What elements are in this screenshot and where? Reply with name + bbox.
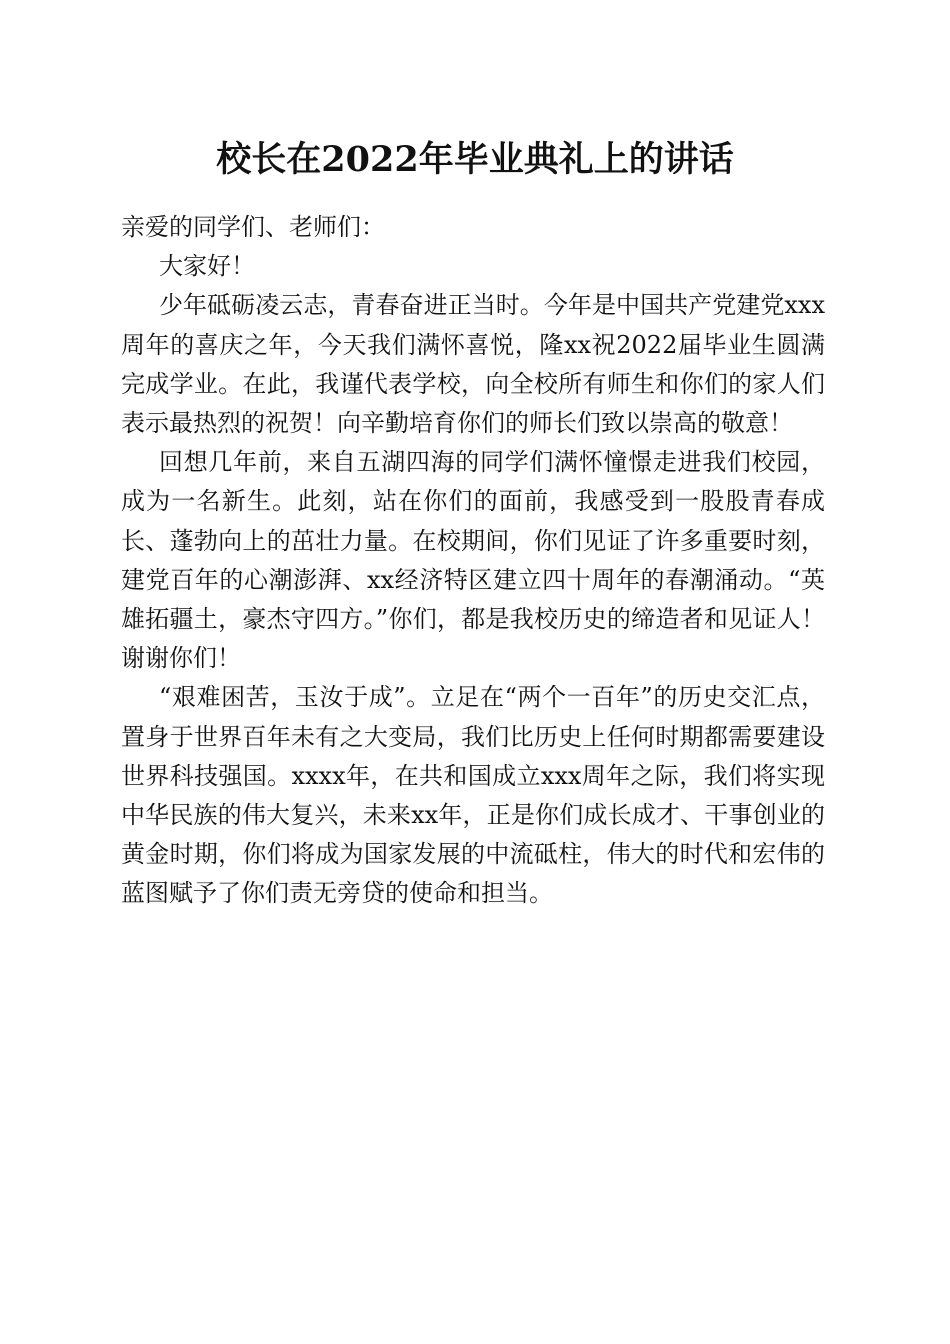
paragraph: “艰难困苦，玉汝于成”。立足在“两个一百年”的历史交汇点，置身于世界百年未有之大变局，我们比历史上任何时期都需要建设世界科技强国。xxxx年，在共和国成立xxx周年之际，我们将实现中华民族的伟大复兴，未来xx年，正是你们成长成才、干事创业的黄金时期，你们将成为国家发展的中流砥柱，伟大的时代和宏伟的蓝图赋予了你们责无旁贷的使命和担当。	[121, 683, 825, 908]
page-title: 校长在2022年毕业典礼上的讲话	[216, 139, 734, 180]
paragraph: 少年砥砺凌云志，青春奋进正当时。今年是中国共产党建党xxx周年的喜庆之年，今天我们满怀喜悦，隆xx祝2022届毕业生圆满完成学业。在此，我谨代表学校，向全校所有师生和你们的家人们表示最热烈的祝贺！向辛勤培育你们的师长们致以崇高的敬意！	[121, 291, 825, 438]
paragraph: 回想几年前，来自五湖四海的同学们满怀憧憬走进我们校园，成为一名新生。此刻，站在你们的面前，我感受到一股股青春成长、蓬勃向上的茁壮力量。在校期间，你们见证了许多重要时刻，建党百年的心潮澎湃、xx经济特区建立四十周年的春潮涌动。“英雄拓疆土，豪杰守四方。”你们，都是我校历史的缔造者和见证人！谢谢你们！	[121, 448, 825, 673]
greeting: 大家好！	[159, 252, 255, 281]
document-body	[121, 208, 825, 914]
salutation: 亲爱的同学们、老师们：	[121, 213, 385, 241]
